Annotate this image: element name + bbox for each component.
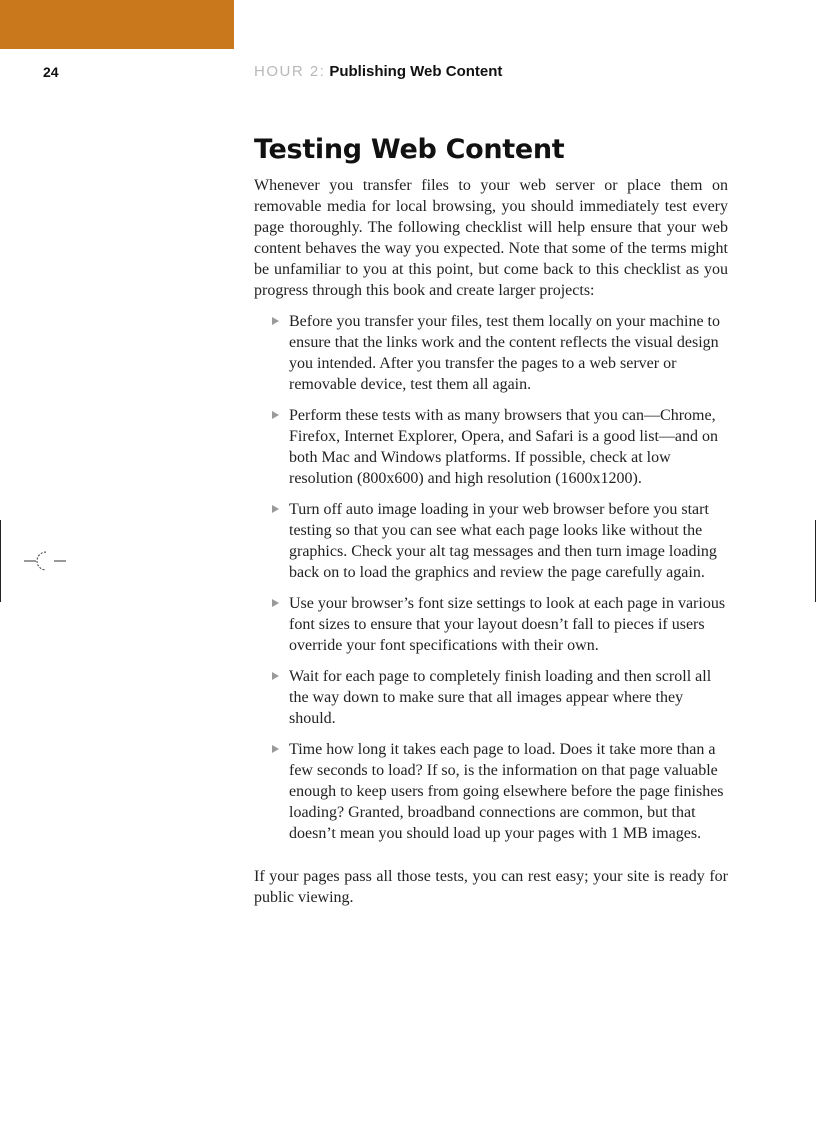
page-content xyxy=(254,134,728,908)
section-heading: Testing Web Content xyxy=(254,134,565,165)
hour-label: HOUR 2: xyxy=(254,63,326,80)
triangle-bullet-icon xyxy=(272,672,279,680)
checklist-item-text: Time how long it takes each page to load. Does it take more than a few seconds to load? If so, is the information on that page valuable enough to keep users from going elsewhere before the page finishes loading? Granted, broadband connections are common, but that doesn’t mean you should load up your pages with 1 MB images. xyxy=(289,741,724,842)
checklist-item-text: Before you transfer your files, test them locally on your machine to ensure that the links work and the content reflects the visual design you intended. After you transfer the pages to a web server or removable device, test them all again. xyxy=(289,313,720,393)
crop-mark-left xyxy=(0,520,1,602)
checklist-item-text: Wait for each page to completely finish loading and then scroll all the way down to make sure that all images appear where they should. xyxy=(289,668,712,727)
checklist-item xyxy=(254,499,728,583)
corner-accent-block xyxy=(0,0,234,49)
checklist-item-text: Use your browser’s font size settings to look at each page in various font sizes to ensure that your layout doesn’t fall to pieces if users override your font specifications with their own. xyxy=(289,595,726,654)
triangle-bullet-icon xyxy=(272,317,279,325)
page-number: 24 xyxy=(43,64,59,80)
testing-checklist xyxy=(254,311,728,844)
intro-paragraph: Whenever you transfer files to your web server or place them on removable media for local browsing, you should immediately test every page thoroughly. The following checklist will help ensure that your web content behaves the way you expected. Note that some of the terms might be unfamiliar to you at this point, but come back to this checklist as you progress through this book and create larger projects: xyxy=(254,177,728,299)
checklist-item xyxy=(254,593,728,656)
closing-paragraph: If your pages pass all those tests, you can rest easy; your site is ready for public viewing. xyxy=(254,868,728,906)
checklist-item xyxy=(254,666,728,729)
triangle-bullet-icon xyxy=(272,745,279,753)
triangle-bullet-icon xyxy=(272,505,279,513)
checklist-item xyxy=(254,311,728,395)
checklist-item-text: Perform these tests with as many browsers that you can—Chrome, Firefox, Internet Explorer, Opera, and Safari is a good list—and on both Mac and Windows platforms. If possible, check at low resolution (800x600) and high resolution (1600x1200). xyxy=(289,407,719,487)
checklist-item xyxy=(254,739,728,844)
chapter-title: Publishing Web Content xyxy=(329,63,503,80)
running-header xyxy=(254,63,502,80)
registration-mark-icon xyxy=(24,549,66,573)
triangle-bullet-icon xyxy=(272,599,279,607)
checklist-item xyxy=(254,405,728,489)
triangle-bullet-icon xyxy=(272,411,279,419)
checklist-item-text: Turn off auto image loading in your web browser before you start testing so that you can see what each page looks like without the graphics. Check your alt tag messages and then turn image loading back on to load the graphics and review the page carefully again. xyxy=(289,501,717,581)
